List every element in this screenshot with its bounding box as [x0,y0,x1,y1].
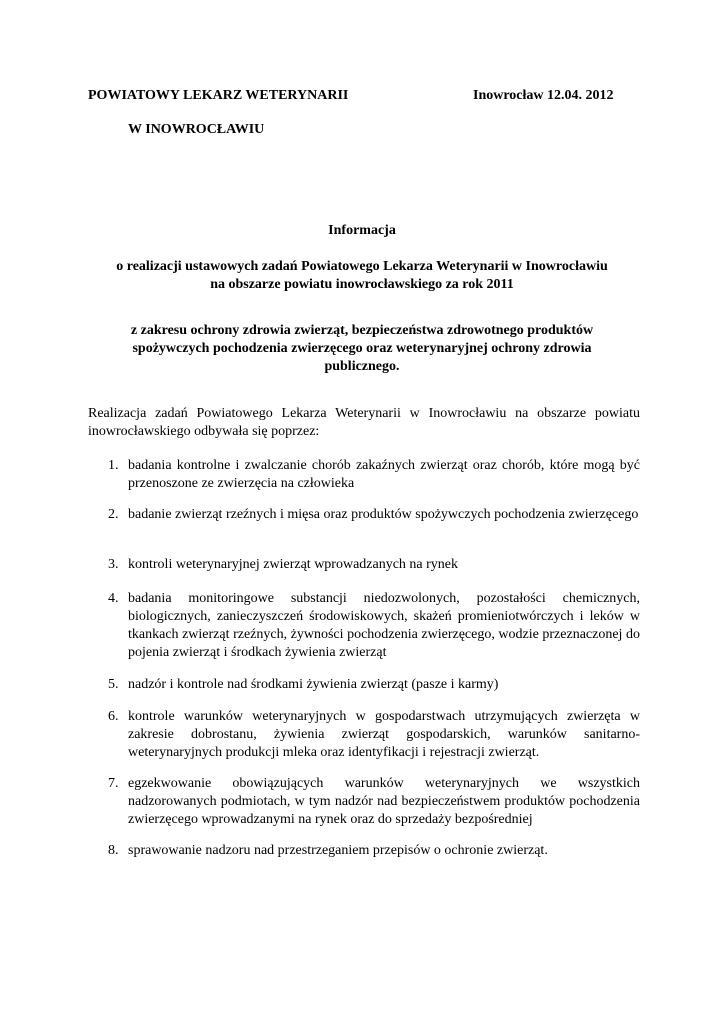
list-item [108,506,640,524]
list-item-number: 6. [108,709,119,724]
list-item [108,556,640,574]
list-item [108,775,640,829]
list-item-number: 2. [108,507,119,522]
list-item-text: badania kontrolne i zwalczanie chorób zakaźnych zwierząt oraz chorób, które mogą być przenoszone ze zwierzęcia na człowieka [128,458,640,491]
list-item-number: 3. [108,557,119,572]
list-item-number: 5. [108,677,119,692]
list-item [108,590,640,662]
list-item-number: 1. [108,458,119,473]
document-heading: Informacja [328,223,396,238]
list-item-number: 8. [108,843,119,858]
list-item-number: 7. [108,776,119,791]
document-subtitle-line3: publicznego. [324,359,400,374]
list-item-text: egzekwowanie obowiązujących warunków weterynaryjnych we wszystkich nadzorowanych podmiotach, w tym nadzór nad bezpieczeństwem produktów pochodzenia zwierzęcego wprowadzanymi na rynek oraz do sprzedaży bezpośredniej [128,776,640,827]
document-title-line1: o realizacji ustawowych zadań Powiatowego Lekarza Weterynarii w Inowrocławiu [116,259,608,274]
place-and-date: Inowrocław 12.04. 2012 [473,88,614,103]
list-item-text: badania monitoringowe substancji niedozwolonych, pozostałości chemicznych, biologicznych, zanieczyszczeń środowiskowych, skażeń promieniotwórczych i leków w tkankach zwierząt rzeźnych, żywności pochodzenia zwierzęcego, wodzie przeznaczonej do pojenia zwierząt i środkach żywienia zwierząt [128,591,640,660]
list-item-number: 4. [108,591,119,606]
list-item [108,708,640,762]
list-item-text: nadzór i kontrole nad środkami żywienia zwierząt (pasze i karmy) [128,677,499,692]
list-item [108,676,640,694]
list-item-text: badanie zwierząt rzeźnych i mięsa oraz produktów spożywczych pochodzenia zwierzęcego [128,507,639,522]
list-item [108,842,640,860]
document-title-line2: na obszarze powiatu inowrocławskiego za rok 2011 [210,277,514,292]
document-subtitle-line1: z zakresu ochrony zdrowia zwierząt, bezpieczeństwa zdrowotnego produktów [130,323,594,338]
office-name-line2: W INOWROCŁAWIU [128,122,265,137]
list-item-text: kontrole warunków weterynaryjnych w gospodarstwach utrzymujących zwierzęta w zakresie dobrostanu, żywienia zwierząt gospodarskich, warunków sanitarno-weterynaryjnych produkcji mleka oraz identyfikacji i rejestracji zwierząt. [128,709,640,760]
document-subtitle-line2: spożywczych pochodzenia zwierzęcego oraz weterynaryjnej ochrony zdrowia [132,341,592,356]
office-name-line1: POWIATOWY LEKARZ WETERYNARII [88,88,349,103]
list-item-text: kontroli weterynaryjnej zwierząt wprowadzanych na rynek [128,557,459,572]
intro-paragraph: Realizacja zadań Powiatowego Lekarza Weterynarii w Inowrocławiu na obszarze powiatu inowrocławskiego odbywała się poprzez: [88,406,640,439]
list-item [108,457,640,493]
list-item-text: sprawowanie nadzoru nad przestrzeganiem przepisów o ochronie zwierząt. [128,843,548,858]
